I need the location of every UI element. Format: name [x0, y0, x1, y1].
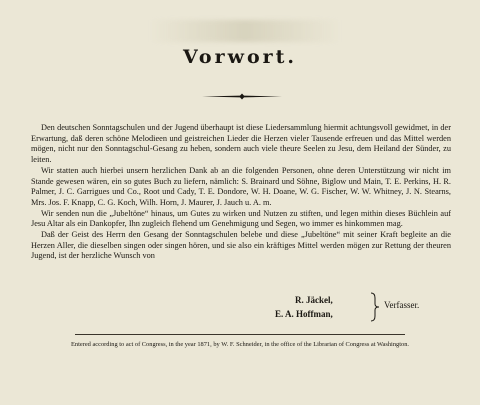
- signature-jaeckel: R. Jäckel,: [295, 295, 333, 305]
- page-title: Vorwort.: [182, 46, 298, 68]
- footer-rule: [75, 334, 405, 335]
- author-role-label: Verfasser.: [384, 300, 420, 310]
- paragraph-wish: Daß der Geist des Herrn den Gesang der Sonntagschulen belebe und diese „Jubeltöne“ mit seiner Kraft begleite an die Herzen Aller, die dieselben singen oder singen hören, und sie also ein kräftiges Mittel werden mögen zur Rettung der theuren Jugend, ist der herzliche Wunsch von: [31, 230, 451, 261]
- paragraph-sending: Wir senden nun die „Jubeltöne“ hinaus, um Gutes zu wirken und Nutzen zu stiften, und legen mithin dieses Büchlein auf Jesu Altar als ein Dankopfer, Ihn zugleich flehend um Genehmigung und Segen, wo immer es hinkommen mag.: [31, 208, 451, 229]
- ornamental-divider: [200, 93, 284, 100]
- preface-body: [31, 123, 451, 262]
- paragraph-thanks: Wir statten auch hierbei unsern herzlichen Dank ab an die folgenden Personen, ohne deren Unterstützung wir nicht im Stande gewesen wären, ein so gutes Buch zu liefern, nämlich: S. Brainard und Söhne, Biglow und Main, T. E. Perkins, H. R. Palmer, J. C. Garrigues und Co., Root und Cady, T. E. Dondore, W. H. Doane, W. G. Fischer, W. W. Whitney, J. N. Stearns, Mrs. Jos. F. Knapp, C. G. Koch, Wilh. Horn, J. Maurer, J. Jauch u. A. m.: [31, 165, 451, 207]
- signature-hoffman: E. A. Hoffman,: [275, 308, 333, 319]
- right-brace-icon: [370, 292, 380, 322]
- signature-block: [275, 294, 333, 321]
- copyright-notice: Entered according to act of Congress, in the year 1871, by W. F. Schneider, in the office of the Librarian of Congress at Washington.: [71, 341, 409, 348]
- paragraph-dedication: Den deutschen Sonntagschulen und der Jugend überhaupt ist diese Liedersammlung hiermit achtungsvoll gewidmet, in der Erwartung, daß deren schöne Melodieen und geistreichen Lieder die Herzen vieler Tausende erfreuen und das Mittel werden mögen, nicht nur den Sonntagschul-Gesang zu heben, sondern auch viele theure Seelen zu Jesu, dem Heiland der Sünder, zu leiten.: [31, 123, 451, 165]
- bleed-through-shadow: [150, 20, 340, 42]
